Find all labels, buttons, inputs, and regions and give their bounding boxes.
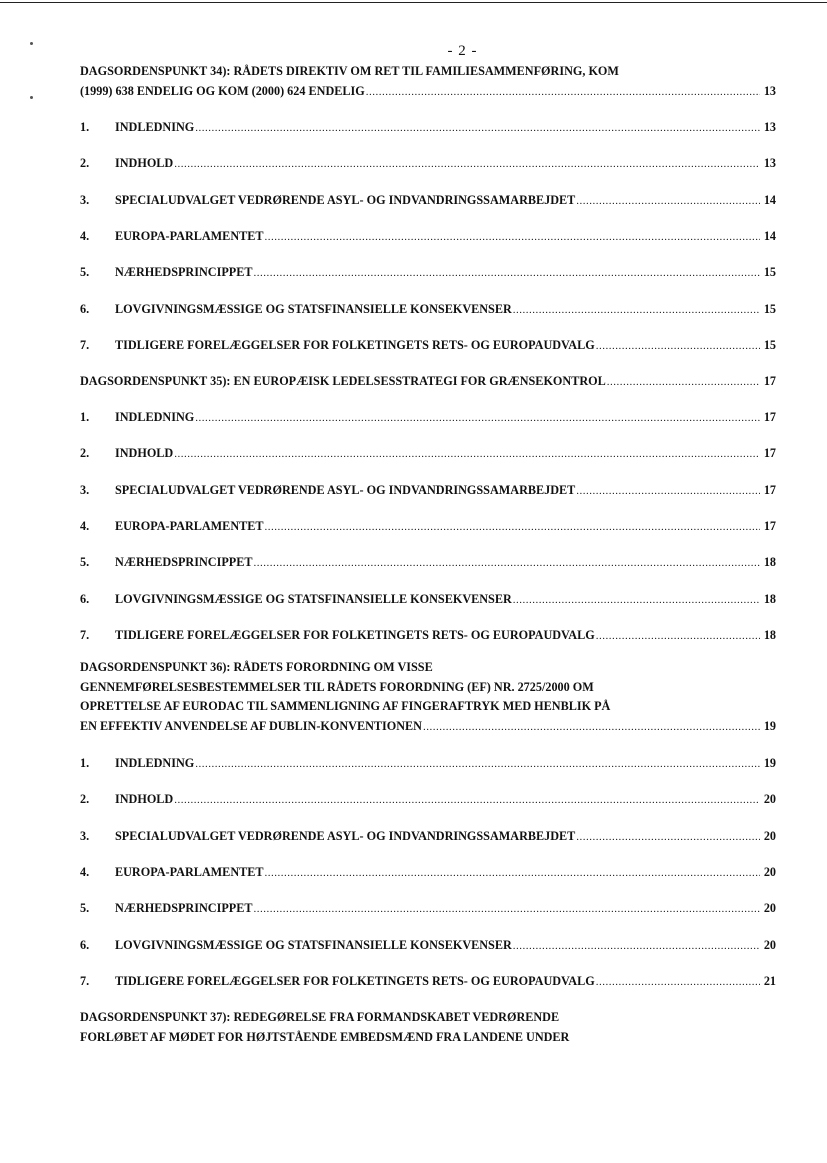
dot-leader <box>174 156 760 172</box>
toc-entry[interactable] <box>80 409 776 426</box>
dot-leader <box>265 229 760 245</box>
toc-entry[interactable] <box>80 228 776 245</box>
entry-number: 3. <box>80 192 90 207</box>
page-reference: 17 <box>763 518 776 533</box>
page-reference: 20 <box>763 828 776 843</box>
page-reference: 19 <box>763 756 776 770</box>
entry-number: 5. <box>80 901 90 916</box>
dot-leader <box>576 193 760 209</box>
page-reference: 20 <box>763 864 776 879</box>
page-reference: 20 <box>763 937 776 952</box>
dot-leader <box>576 829 760 845</box>
page-reference: 17 <box>763 446 776 461</box>
toc-entry[interactable] <box>80 119 776 136</box>
page-reference: 19 <box>763 718 776 733</box>
toc-entry[interactable] <box>80 445 776 462</box>
dot-leader <box>253 555 760 571</box>
entry-title: NÆRHEDSPRINCIPPET <box>115 265 253 280</box>
entry-number: 2. <box>80 156 90 171</box>
page-reference: 14 <box>763 228 776 243</box>
dot-leader <box>596 338 760 354</box>
toc-entry[interactable] <box>80 155 776 172</box>
entry-number: 4. <box>80 518 90 533</box>
entry-title: INDLEDNING <box>115 756 195 770</box>
agenda-heading-text: EN EFFEKTIV ANVENDELSE AF DUBLIN-KONVENTIONEN <box>80 718 422 733</box>
dot-leader <box>195 756 760 772</box>
dot-leader <box>265 519 760 535</box>
toc-entry-agenda-item-2[interactable] <box>80 718 776 735</box>
toc-entry[interactable] <box>80 554 776 571</box>
entry-number: 1. <box>80 756 90 770</box>
page-reference: 13 <box>763 156 776 171</box>
dot-leader <box>513 302 760 318</box>
entry-number: 6. <box>80 937 90 952</box>
dot-leader <box>576 483 760 499</box>
entry-title: NÆRHEDSPRINCIPPET <box>115 555 253 570</box>
entry-title: EUROPA-PARLAMENTET <box>115 864 264 879</box>
entry-title: SPECIALUDVALGET VEDRØRENDE ASYL- OG INDVANDRINGSSAMARBEJDET <box>115 828 576 843</box>
dot-leader <box>253 265 760 281</box>
entry-number: 5. <box>80 555 90 570</box>
page-reference: 20 <box>763 792 776 807</box>
entry-title: LOVGIVNINGSMÆSSIGE OG STATSFINANSIELLE KONSEKVENSER <box>115 937 512 952</box>
page-reference: 15 <box>763 301 776 316</box>
dot-leader <box>174 792 760 808</box>
entry-title: INDLEDNING <box>115 120 195 134</box>
agenda-heading-line: FORLØBET AF MØDET FOR HØJTSTÅENDE EMBEDSMÆND FRA LANDENE UNDER <box>80 1029 570 1044</box>
entry-number: 7. <box>80 973 90 988</box>
toc-entry[interactable] <box>80 828 776 845</box>
entry-number: 2. <box>80 792 90 807</box>
entry-number: 4. <box>80 864 90 879</box>
dot-leader <box>265 865 760 881</box>
page-reference: 13 <box>763 120 776 134</box>
toc-entry[interactable] <box>80 791 776 808</box>
entry-title: SPECIALUDVALGET VEDRØRENDE ASYL- OG INDVANDRINGSSAMARBEJDET <box>115 192 576 207</box>
page-reference: 18 <box>763 591 776 606</box>
dot-leader <box>513 592 760 608</box>
page-reference: 17 <box>763 482 776 497</box>
entry-number: 7. <box>80 627 90 642</box>
page-reference: 21 <box>763 973 776 988</box>
agenda-heading-line: DAGSORDENSPUNKT 36): RÅDETS FORORDNING OM VISSE <box>80 660 433 674</box>
page-reference: 20 <box>763 901 776 916</box>
entry-number: 6. <box>80 301 90 316</box>
entry-title: TIDLIGERE FORELÆGGELSER FOR FOLKETINGETS RETS- OG EUROPAUDVALG <box>115 973 595 988</box>
toc-entry[interactable] <box>80 192 776 209</box>
agenda-heading-line: DAGSORDENSPUNKT 37): REDEGØRELSE FRA FORMANDSKABET VEDRØRENDE <box>80 1010 560 1024</box>
entry-number: 4. <box>80 228 90 243</box>
entry-title: INDHOLD <box>115 792 174 807</box>
entry-title: LOVGIVNINGSMÆSSIGE OG STATSFINANSIELLE KONSEKVENSER <box>115 591 512 606</box>
toc-entry-agenda-item-0[interactable] <box>80 83 776 100</box>
entry-number: 2. <box>80 446 90 461</box>
entry-title: LOVGIVNINGSMÆSSIGE OG STATSFINANSIELLE KONSEKVENSER <box>115 301 512 316</box>
toc-entry[interactable] <box>80 864 776 881</box>
agenda-heading-text: (1999) 638 ENDELIG OG KOM (2000) 624 ENDELIG <box>80 83 365 98</box>
dot-leader <box>596 974 760 990</box>
toc-entry[interactable] <box>80 264 776 281</box>
agenda-heading-line: DAGSORDENSPUNKT 34): RÅDETS DIREKTIV OM RET TIL FAMILIESAMMENFØRING, KOM <box>80 64 619 78</box>
dot-leader <box>174 446 760 462</box>
toc-entry[interactable] <box>80 973 776 990</box>
entry-title: INDHOLD <box>115 156 174 171</box>
agenda-heading-line: GENNEMFØRELSESBESTEMMELSER TIL RÅDETS FORORDNING (EF) NR. 2725/2000 OM <box>80 679 594 694</box>
page-reference: 17 <box>763 410 776 424</box>
dot-leader <box>195 120 760 136</box>
entry-title: NÆRHEDSPRINCIPPET <box>115 901 253 916</box>
entry-number: 7. <box>80 337 90 352</box>
page-number: - 2 - <box>447 43 478 59</box>
page-reference: 15 <box>763 265 776 280</box>
entry-number: 5. <box>80 265 90 280</box>
entry-number: 1. <box>80 120 90 134</box>
dot-leader <box>195 410 760 426</box>
toc-entry[interactable] <box>80 755 776 772</box>
toc-entry-agenda-item-1[interactable] <box>80 373 776 390</box>
top-rule <box>0 2 827 3</box>
entry-number: 6. <box>80 591 90 606</box>
page-reference: 14 <box>763 192 776 207</box>
entry-number: 3. <box>80 828 90 843</box>
entry-number: 1. <box>80 410 90 424</box>
dot-leader <box>423 719 760 735</box>
entry-title: SPECIALUDVALGET VEDRØRENDE ASYL- OG INDVANDRINGSSAMARBEJDET <box>115 482 576 497</box>
page-reference: 17 <box>763 374 776 388</box>
toc-entry[interactable] <box>80 301 776 318</box>
page-reference: 18 <box>763 627 776 642</box>
entry-title: INDLEDNING <box>115 410 195 424</box>
dot-leader <box>596 628 760 644</box>
dot-leader <box>513 938 760 954</box>
toc-entry[interactable] <box>80 337 776 354</box>
dot-leader <box>607 374 760 390</box>
entry-title: EUROPA-PARLAMENTET <box>115 518 264 533</box>
dot-leader <box>366 84 760 100</box>
entry-title: EUROPA-PARLAMENTET <box>115 228 264 243</box>
toc-entry[interactable] <box>80 937 776 954</box>
entry-title: INDHOLD <box>115 446 174 461</box>
page-reference: 15 <box>763 337 776 352</box>
toc-entry[interactable] <box>80 518 776 535</box>
toc-entry[interactable] <box>80 900 776 917</box>
page-reference: 13 <box>763 83 776 98</box>
toc-entry[interactable] <box>80 627 776 644</box>
entry-title: TIDLIGERE FORELÆGGELSER FOR FOLKETINGETS RETS- OG EUROPAUDVALG <box>115 627 595 642</box>
agenda-heading-text: DAGSORDENSPUNKT 35): EN EUROPÆISK LEDELSESSTRATEGI FOR GRÆNSEKONTROL <box>80 374 606 388</box>
scan-mark <box>30 96 33 99</box>
entry-title: TIDLIGERE FORELÆGGELSER FOR FOLKETINGETS RETS- OG EUROPAUDVALG <box>115 337 595 352</box>
dot-leader <box>253 901 760 917</box>
entry-number: 3. <box>80 482 90 497</box>
agenda-heading-line: OPRETTELSE AF EURODAC TIL SAMMENLIGNING AF FINGERAFTRYK MED HENBLIK PÅ <box>80 699 611 713</box>
toc-entry[interactable] <box>80 482 776 499</box>
toc-entry[interactable] <box>80 591 776 608</box>
page-reference: 18 <box>763 555 776 570</box>
